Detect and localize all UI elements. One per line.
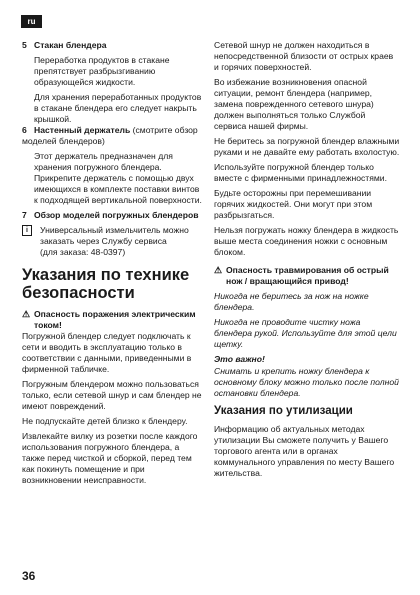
blade-instruction-1: Никогда не беритесь за нож на ножке блендера. <box>214 291 369 312</box>
warning-icon: ⚠ <box>214 265 223 275</box>
item-5-paragraph-2: Для хранения переработанных продуктов в стакане блендера его следует накрыть крышкой. <box>34 92 202 124</box>
item-5-heading: 5 Стакан блендера <box>22 40 107 50</box>
right-paragraph-5: Будьте осторожны при перемешивании горячих жидкостей. Они могут при этом разбрызгаться. <box>214 188 373 220</box>
language-tab: ru <box>21 15 42 28</box>
item-6-paragraph: Этот держатель предназначен для хранения погружного блендера. Прикрепите держатель с помощью двух имеющихся в комплекте поставки винтов к подходящей вертикальной поверхности. <box>34 151 202 205</box>
right-paragraph-2: Во избежание возникновения опасной ситуации, ремонт блендера (например, замена поврежденного сетевого шнура) должен выполняться только Службой сервиса нашей фирмы. <box>214 77 374 131</box>
electric-shock-warning: ⚠ Опасность поражения электрическим током! <box>22 309 196 330</box>
important-note-label: Это важно! <box>214 354 265 364</box>
blade-instruction-2: Никогда не проводите чистку ножа блендера рукой. Используйте для этой цели щетку. <box>214 317 397 349</box>
item-5-paragraph-1: Переработка продуктов в стакане препятствует разбрызгиванию образующейся жидкости. <box>34 55 170 87</box>
blade-instruction-3: Снимать и крепить ножку блендера к основному блоку можно только после полной остановки блендера. <box>214 366 399 398</box>
safety-section-title: Указания по технике безопасности <box>22 266 190 302</box>
right-paragraph-6: Нельзя погружать ножку блендера в жидкость выше места соединения ножки с основным блоком. <box>214 225 399 257</box>
right-paragraph-1: Сетевой шнур не должен находиться в непосредственной близости от острых краев и горячих поверхностей. <box>214 40 394 72</box>
info-icon: i <box>22 225 32 236</box>
blade-injury-warning: ⚠ Опасность травмирования об острый нож / вращающийся привод! <box>214 265 389 286</box>
item-7-heading: 7 Обзор моделей погружных блендеров <box>22 210 199 220</box>
right-paragraph-4: Используйте погружной блендер только вместе с фирменными принадлежностями. <box>214 162 387 183</box>
info-text: Универсальный измельчитель можно заказать через Службу сервиса <box>40 225 189 246</box>
right-column <box>214 40 400 483</box>
page-number: 36 <box>22 569 36 583</box>
disposal-section-title: Указания по утилизации <box>214 405 353 417</box>
info-order-number: (для заказа: 48-0397) <box>40 247 126 257</box>
safety-paragraph-4: Извлекайте вилку из розетки после каждого использования погружного блендера, а также перед чисткой и сборкой, перед тем как покинуть помещение и при возникновении неисправности. <box>22 431 198 485</box>
left-column <box>22 40 202 490</box>
info-note <box>22 225 202 258</box>
safety-paragraph-1: Погружной блендер следует подключать к сети и вводить в эксплуатацию только в соответствии с данными, приведенными в фирменной табличке. <box>22 331 192 374</box>
safety-paragraph-2: Погружным блендером можно пользоваться только, если сетевой шнур и сам блендер не имеют повреждений. <box>22 379 202 411</box>
right-paragraph-3: Не беритесь за погружной блендер влажными руками и не давайте ему работать вхолостую. <box>214 136 400 157</box>
disposal-paragraph: Информацию об актуальных методах утилизации Вы сможете получить у Вашего торгового агента или в органах коммунального управления по месту Вашего жительства. <box>214 424 395 478</box>
warning-icon: ⚠ <box>22 309 31 319</box>
safety-paragraph-3: Не подпускайте детей близко к блендеру. <box>22 416 188 426</box>
item-6-heading: 6 Настенный держатель (смотрите обзор моделей блендеров) <box>22 125 198 146</box>
